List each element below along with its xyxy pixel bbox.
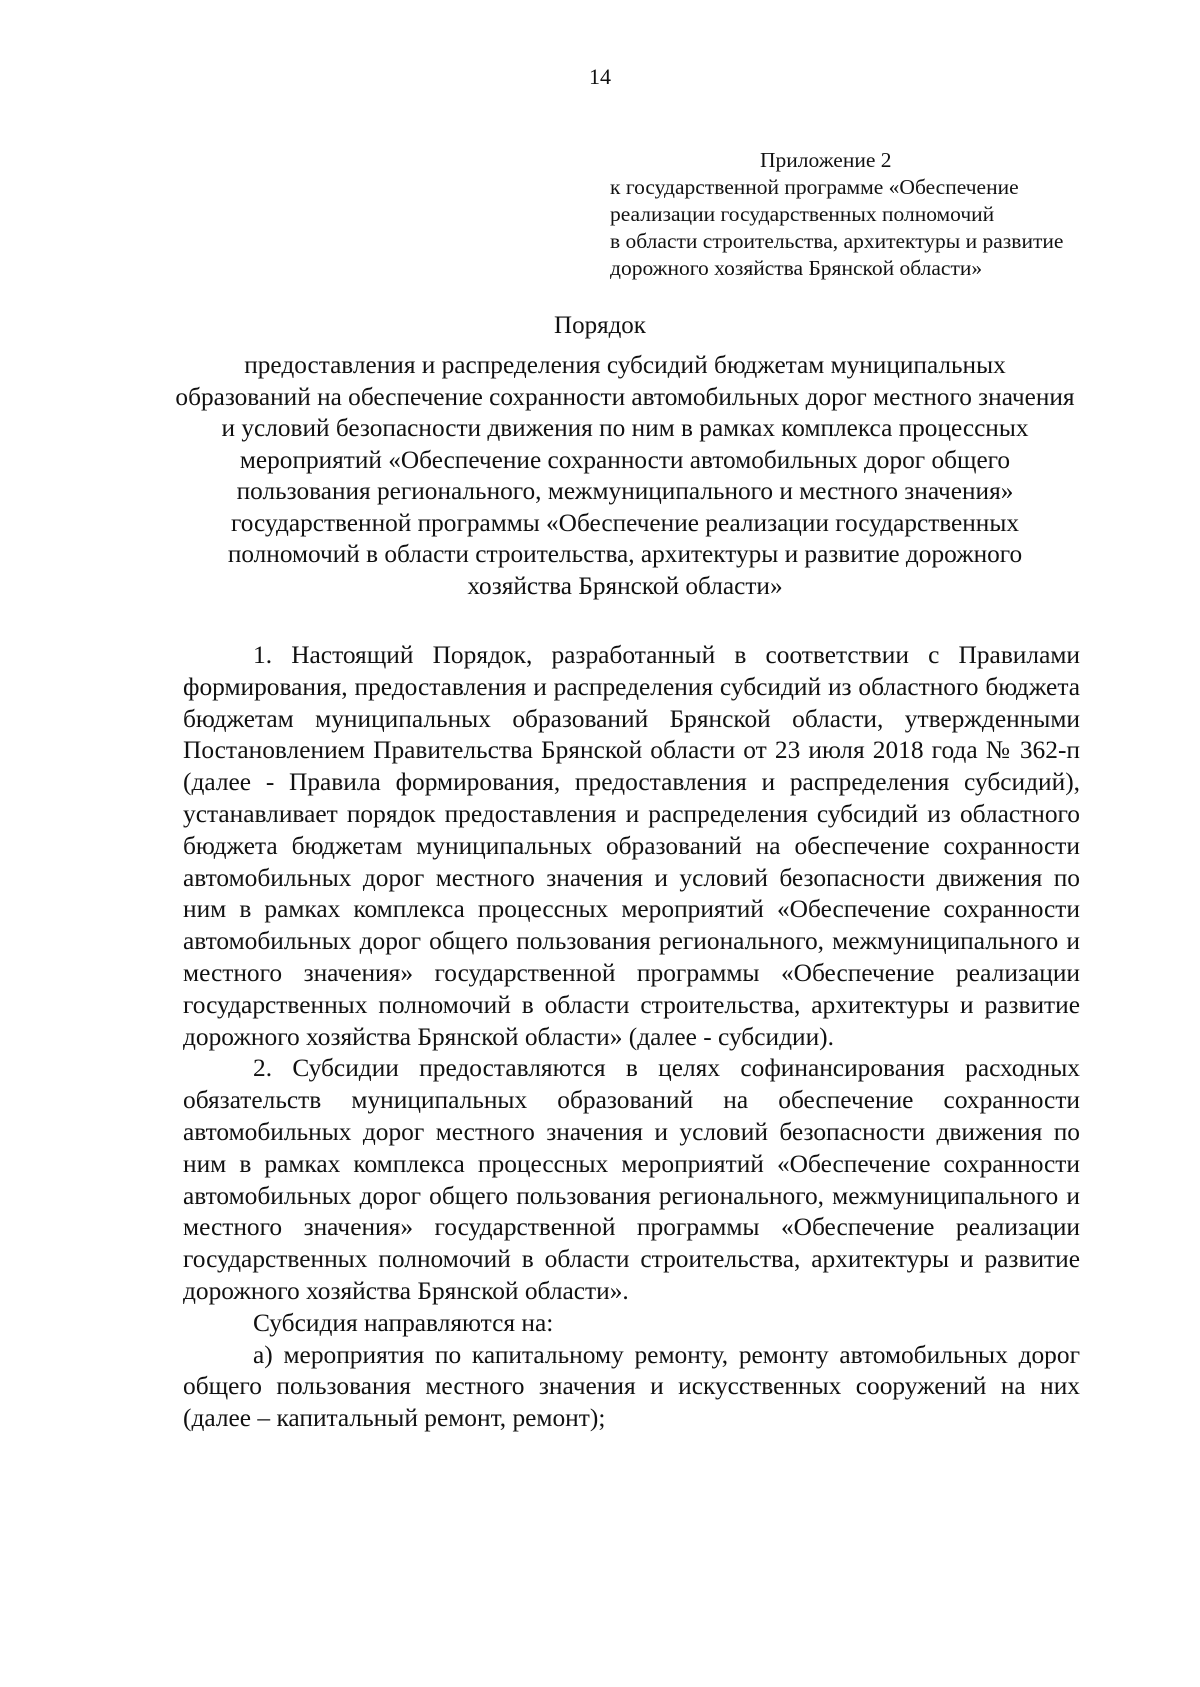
document-subtitle: предоставления и распределения субсидий бюджетам муниципальных образований на обеспечение сохранности автомобильных дорог местного значения и условий безопасности движения по ним в рамках комплекса процессных мероприятий «Обеспечение сохранности автомобильных дорог общего пользования регионального, межмуниципального и местного значения» государственной программы «Обеспечение реализации государственных полномочий в области строительства, архитектуры и развитие дорожного хозяйства Брянской области» [175, 351, 1075, 600]
appendix-line: дорожного хозяйства Брянской области» [610, 256, 983, 280]
appendix-line: к государственной программе «Обеспечение [610, 175, 1019, 199]
appendix-line: реализации государственных полномочий [610, 202, 995, 226]
paragraph-subsidy-directions: Субсидия направляются на: [253, 1308, 554, 1337]
document-title: Порядок [554, 312, 646, 339]
appendix-line: в области строительства, архитектуры и развитие [610, 229, 1064, 253]
paragraph-2: 2. Субсидии предоставляются в целях софинансирования расходных обязательств муниципальных образований на обеспечение сохранности автомобильных дорог местного значения и условий безопасности движения по ним в рамках комплекса процессных мероприятий «Обеспечение сохранности автомобильных дорог общего пользования регионального, межмуниципального и местного значения» государственной программы «Обеспечение реализации государственных полномочий в области строительства, архитектуры и развитие дорожного хозяйства Брянской области». [183, 1054, 1080, 1305]
document-body [183, 640, 1080, 1435]
page-number: 14 [589, 64, 611, 89]
appendix-header [610, 147, 1080, 282]
appendix-title: Приложение 2 [760, 148, 892, 172]
paragraph-1: 1. Настоящий Порядок, разработанный в соответствии с Правилами формирования, предоставления и распределения субсидий из областного бюджета бюджетам муниципальных образований Брянской области, утвержденными Постановлением Правительства Брянской области от 23 июля 2018 года № 362-п (далее - Правила формирования, предоставления и распределения субсидий), устанавливает порядок предоставления и распределения субсидий из областного бюджета бюджетам муниципальных образований на обеспечение сохранности автомобильных дорог местного значения и условий безопасности движения по ним в рамках комплекса процессных мероприятий «Обеспечение сохранности автомобильных дорог общего пользования регионального, межмуниципального и местного значения» государственной программы «Обеспечение реализации государственных полномочий в области строительства, архитектуры и развитие дорожного хозяйства Брянской области» (далее - субсидии). [183, 641, 1080, 1051]
paragraph-item-a: а) мероприятия по капитальному ремонту, ремонту автомобильных дорог общего пользования местного значения и искусственных сооружений на них (далее – капитальный ремонт, ремонт); [183, 1340, 1080, 1433]
